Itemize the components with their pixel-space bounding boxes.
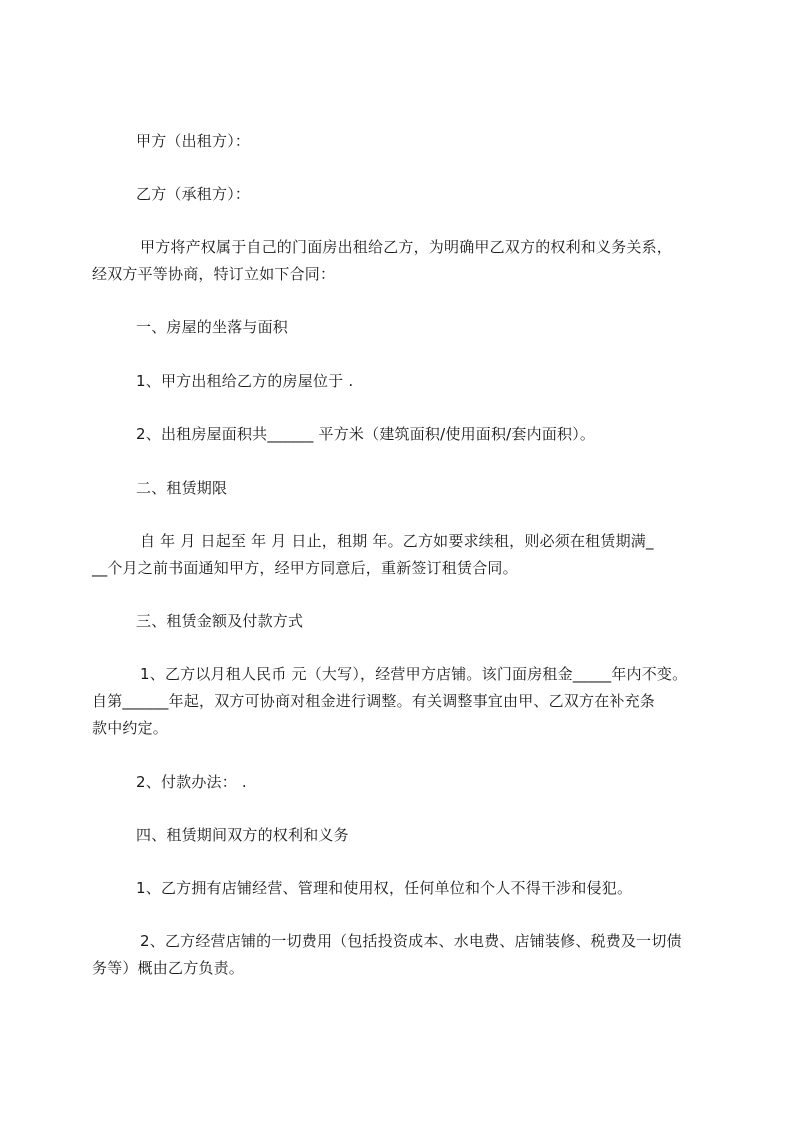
lessor-label: 甲方（出租方）： [136,132,251,150]
intro-paragraph-line-2: 经双方平等协商，特订立如下合同： [92,265,336,283]
section-2-paragraph-line-1: 自 年 月 日起至 年 月 日止，租期 年。乙方如要求续租，则必须在租赁期满_ [140,532,654,550]
section-3-item-1-line-1: 1、乙方以月租人民币 元（大写），经营甲方店铺。该门面房租金_____年内不变。 [140,665,688,683]
section-4-item-2-line-1: 2、乙方经营店铺的一切费用（包括投资成本、水电费、店铺装修、税费及一切债 [140,932,682,950]
section-3-item-2: 2、付款办法： . [136,773,247,791]
lessee-label: 乙方（承租方）： [136,185,251,203]
section-3-item-1-line-2: 自第______年起，双方可协商对租金进行调整。有关调整事宜由甲、乙双方在补充条 [92,692,656,710]
section-2-paragraph-line-2: __个月之前书面通知甲方，经甲方同意后，重新签订租赁合同。 [92,559,518,577]
section-3-item-1-line-3: 款中约定。 [92,719,169,737]
section-4-title: 四、租赁期间双方的权利和义务 [136,826,349,844]
section-1-item-1: 1、甲方出租给乙方的房屋位于 . [136,372,354,390]
section-1-item-2: 2、出租房屋面积共______ 平方米（建筑面积/使用面积/套内面积）。 [136,425,596,443]
section-2-title: 二、租赁期限 [136,479,228,497]
intro-paragraph-line-1: 甲方将产权属于自己的门面房出租给乙方，为明确甲乙双方的权利和义务关系， [140,238,673,256]
section-1-title: 一、房屋的坐落与面积 [136,318,289,336]
section-4-item-2-line-2: 务等）概由乙方负责。 [92,959,245,977]
section-3-title: 三、租赁金额及付款方式 [136,612,304,630]
section-4-item-1: 1、乙方拥有店铺经营、管理和使用权，任何单位和个人不得干涉和侵犯。 [136,879,633,897]
